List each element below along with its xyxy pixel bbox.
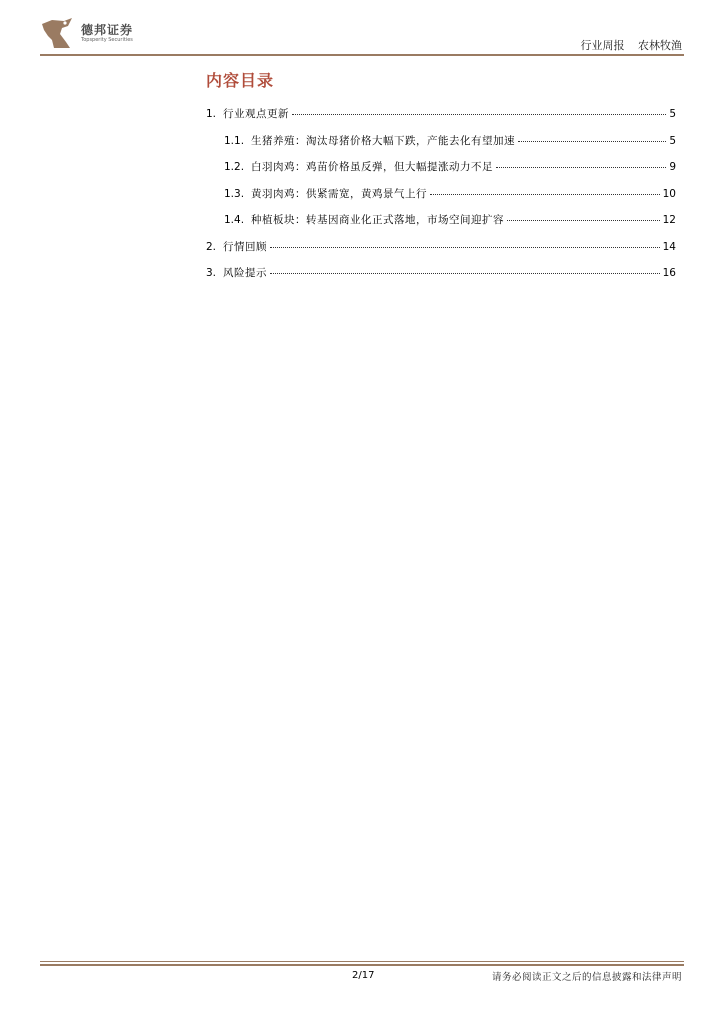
legal-disclaimer: 请务必阅读正文之后的信息披露和法律声明 bbox=[491, 972, 682, 983]
toc-entry[interactable] bbox=[206, 212, 676, 239]
toc-entry[interactable] bbox=[206, 239, 676, 266]
company-name-en: Topsperity Securities bbox=[81, 37, 133, 43]
toc-entry[interactable] bbox=[206, 106, 676, 133]
toc-entry-number: 1.1. bbox=[224, 134, 245, 147]
toc-entry[interactable] bbox=[206, 265, 676, 292]
toc-entry-text: 种植板块：转基因商业化正式落地，市场空间迎扩容 bbox=[251, 214, 505, 226]
company-name-cn: 德邦证券 bbox=[81, 23, 134, 37]
toc-entry-text: 行情回顾 bbox=[223, 240, 268, 253]
company-logo-mark-icon bbox=[40, 18, 74, 48]
toc-entry-number: 2. bbox=[206, 240, 217, 253]
toc-entry-text: 行业观点更新 bbox=[223, 108, 290, 120]
footer-divider bbox=[40, 961, 684, 962]
toc-leader-dots bbox=[430, 193, 660, 195]
toc-entry[interactable] bbox=[206, 133, 676, 160]
toc-entry[interactable] bbox=[206, 186, 676, 213]
company-logo bbox=[40, 18, 160, 48]
page-number: 2/17 bbox=[352, 970, 375, 981]
toc-entry-number: 1.3. bbox=[224, 187, 245, 200]
toc-entry[interactable] bbox=[206, 159, 676, 186]
report-header-info bbox=[581, 37, 683, 53]
toc-entry-page: 14 bbox=[662, 240, 676, 253]
toc-entry-number: 1.2. bbox=[224, 161, 245, 173]
toc-leader-dots bbox=[518, 140, 666, 142]
toc-leader-dots bbox=[292, 113, 666, 115]
toc-entry-page: 5 bbox=[669, 134, 676, 147]
toc-leader-dots bbox=[270, 272, 660, 274]
toc-entry-page: 16 bbox=[662, 267, 676, 279]
toc-leader-dots bbox=[507, 219, 660, 221]
toc-title: 内容目录 bbox=[206, 71, 275, 90]
toc-entry-page: 9 bbox=[669, 161, 676, 173]
toc-entry-text: 生猪养殖：淘汰母猪价格大幅下跌，产能去化有望加速 bbox=[251, 134, 516, 147]
report-type: 行业周报 bbox=[580, 39, 625, 52]
table-of-contents bbox=[206, 106, 676, 292]
toc-entry-page: 12 bbox=[662, 214, 676, 226]
footer-divider-thick bbox=[40, 964, 684, 966]
toc-entry-page: 10 bbox=[662, 187, 676, 200]
toc-entry-number: 1.4. bbox=[224, 214, 245, 226]
toc-entry-page: 5 bbox=[669, 108, 676, 120]
toc-leader-dots bbox=[270, 246, 660, 248]
toc-entry-text: 白羽肉鸡：鸡苗价格虽反弹，但大幅提涨动力不足 bbox=[251, 161, 494, 173]
report-sector: 农林牧渔 bbox=[638, 39, 682, 52]
toc-entry-number: 3. bbox=[206, 267, 217, 279]
header-divider bbox=[40, 54, 684, 56]
toc-entry-text: 风险提示 bbox=[223, 267, 268, 279]
toc-leader-dots bbox=[496, 166, 666, 168]
toc-entry-text: 黄羽肉鸡：供紧需宽，黄鸡景气上行 bbox=[251, 187, 428, 200]
toc-entry-number: 1. bbox=[206, 108, 217, 120]
